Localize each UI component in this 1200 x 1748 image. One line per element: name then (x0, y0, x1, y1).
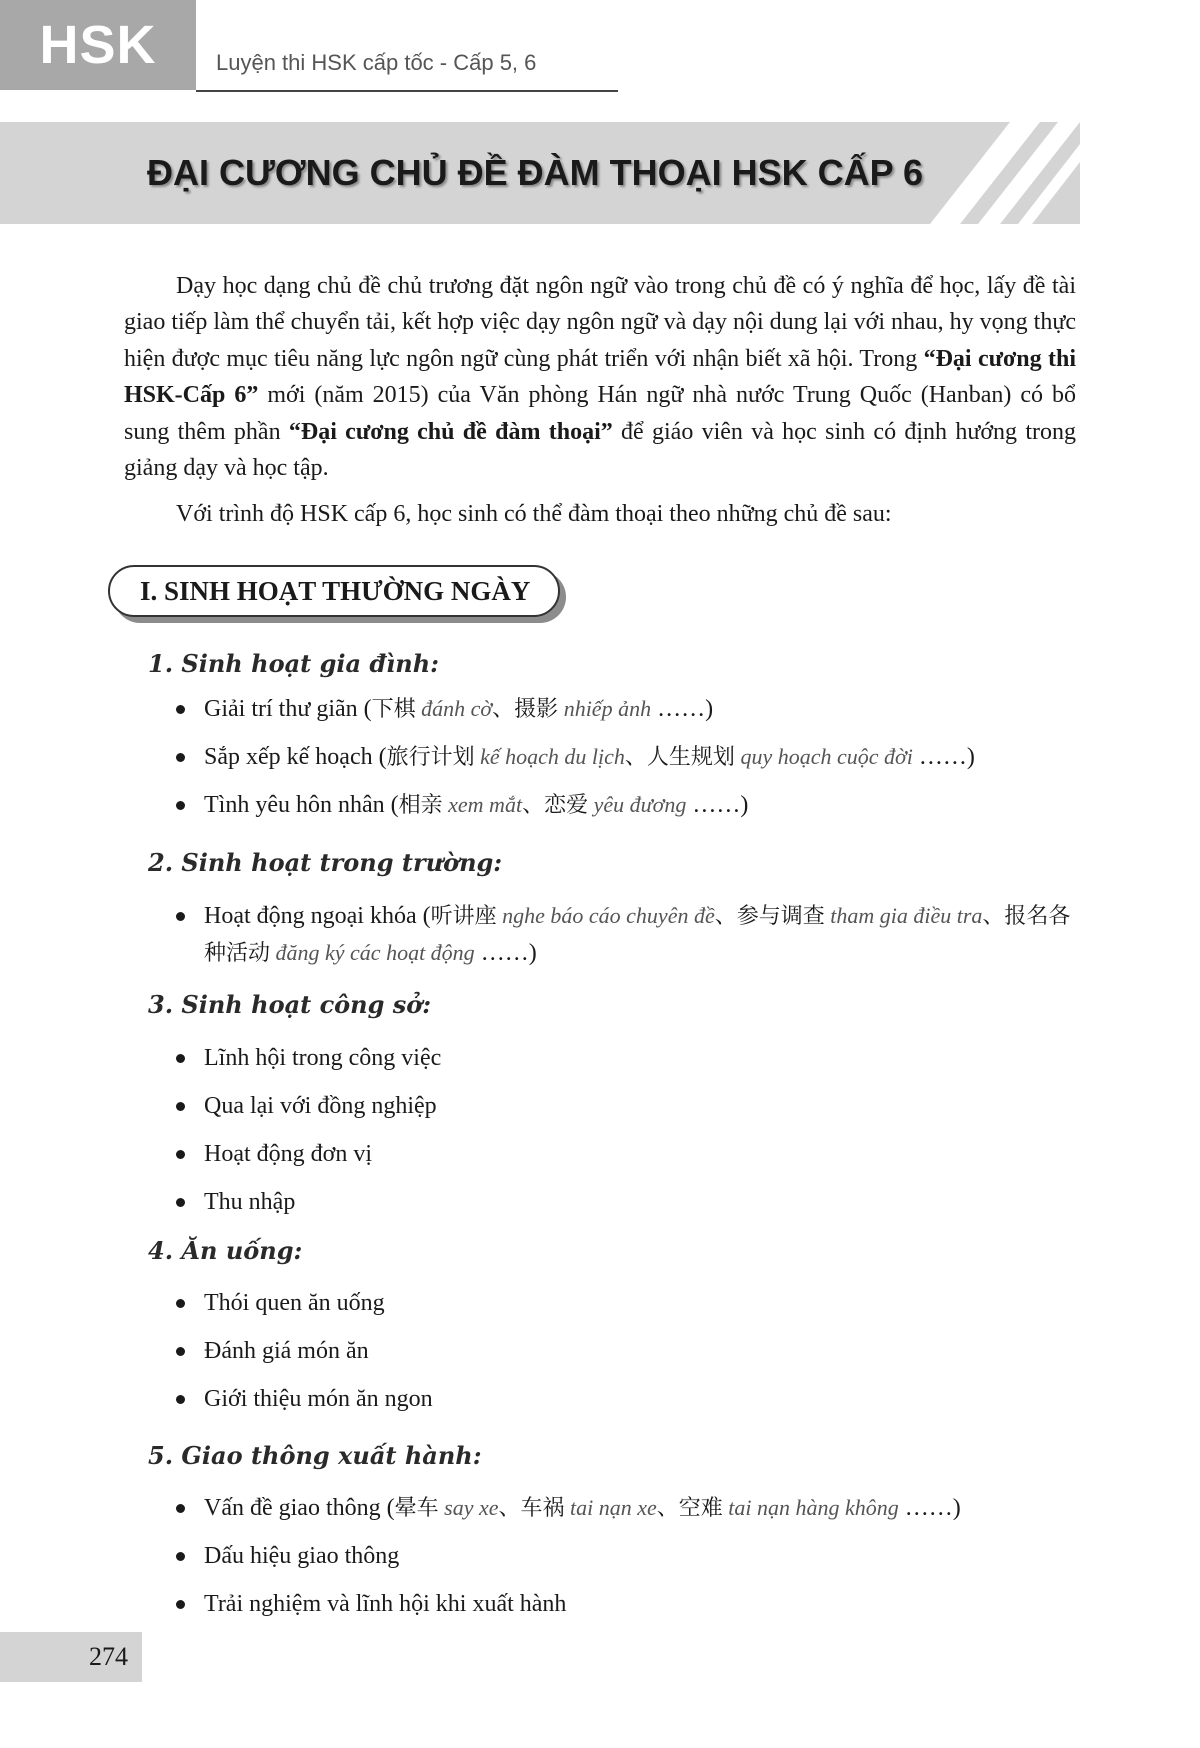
bullet-icon (176, 753, 185, 762)
bullet-icon (176, 1347, 185, 1356)
section-heading (108, 565, 560, 617)
hsk-logo-tab (0, 0, 196, 90)
bullet-icon (176, 1054, 185, 1063)
bullet-icon (176, 1150, 185, 1159)
list-item: Hoạt động ngoại khóa (听讲座 nghe báo cáo chuyên đề、参与调查 tham gia điều tra、报名各种活动 đăng ký các hoạt động ……) (176, 898, 1076, 972)
subsection-heading: 2. Sinh hoạt trong trường: (148, 848, 503, 877)
subsection-heading: 5. Giao thông xuất hành: (148, 1441, 482, 1470)
list-item: Vấn đề giao thông (晕车 say xe、车祸 tai nạn xe、空难 tai nạn hàng không ……) (176, 1490, 1076, 1527)
list-item: Thói quen ăn uống (176, 1285, 1076, 1321)
list-item: Giải trí thư giãn (下棋 đánh cờ、摄影 nhiếp ảnh ……) (176, 691, 1076, 728)
bullet-icon (176, 1102, 185, 1111)
bullet-icon (176, 912, 185, 921)
bullet-icon (176, 1552, 185, 1561)
list-item: Dấu hiệu giao thông (176, 1538, 1076, 1574)
page-number-box (0, 1632, 142, 1682)
subsection-heading: 3. Sinh hoạt công sở: (148, 990, 432, 1019)
list-item: Tình yêu hôn nhân (相亲 xem mắt、恋爱 yêu đương ……) (176, 787, 1076, 824)
running-title: Luyện thi HSK cấp tốc - Cấp 5, 6 (216, 50, 537, 75)
list-item: Lĩnh hội trong công việc (176, 1040, 1076, 1076)
list-item: Giới thiệu món ăn ngon (176, 1381, 1076, 1417)
bullet-icon (176, 1395, 185, 1404)
section-heading-text: I. SINH HOẠT THƯỜNG NGÀY (140, 575, 531, 606)
subsection-heading: 1. Sinh hoạt gia đình: (148, 649, 440, 678)
list-item: Qua lại với đồng nghiệp (176, 1088, 1076, 1124)
list-item: Trải nghiệm và lĩnh hội khi xuất hành (176, 1586, 1076, 1622)
list-item: Thu nhập (176, 1184, 1076, 1220)
bullet-icon (176, 705, 185, 714)
bullet-icon (176, 1299, 185, 1308)
bullet-icon (176, 1504, 185, 1513)
bullet-icon (176, 801, 185, 810)
bullet-icon (176, 1198, 185, 1207)
page-title: ĐẠI CƯƠNG CHỦ ĐỀ ĐÀM THOẠI HSK CẤP 6 (147, 152, 923, 193)
hsk-logo-text: HSK (39, 15, 157, 75)
bullet-icon (176, 1600, 185, 1609)
list-item: Sắp xếp kế hoạch (旅行计划 kế hoạch du lịch、人生规划 quy hoạch cuộc đời ……) (176, 739, 1076, 776)
subsection-heading: 4. Ăn uống: (148, 1236, 303, 1265)
lead-sentence: Với trình độ HSK cấp 6, học sinh có thể đàm thoại theo những chủ đề sau: (176, 501, 892, 527)
list-item: Đánh giá món ăn (176, 1333, 1076, 1369)
list-item: Hoạt động đơn vị (176, 1136, 1076, 1172)
header-rule (196, 90, 618, 92)
intro-paragraph: Dạy học dạng chủ đề chủ trương đặt ngôn ngữ vào trong chủ đề có ý nghĩa để học, lấy đề tài giao tiếp làm thể chuyển tải, kết hợp việc dạy ngôn ngữ và dạy nội dung lại với nhau, hy vọng thực hiện được mục tiêu năng lực ngôn ngữ cùng phát triển với nhận biết xã hội. Trong “Đại cương thi HSK-Cấp 6” mới (năm 2015) của Văn phòng Hán ngữ nhà nước Trung Quốc (Hanban) có bổ sung thêm phần “Đại cương chủ đề đàm thoại” để giáo viên và học sinh có định hướng trong giảng dạy và học tập. (124, 273, 1076, 482)
page-number: 274 (89, 1642, 128, 1671)
